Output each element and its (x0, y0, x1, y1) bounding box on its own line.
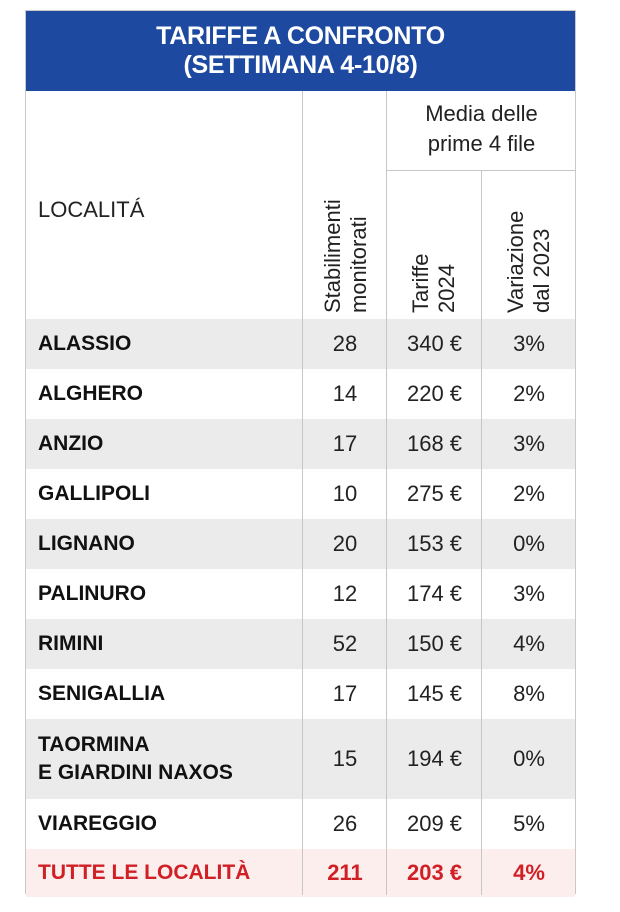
change-cell: 3% (513, 431, 545, 456)
location-cell: VIAREGGIO (38, 812, 158, 835)
table-row (26, 799, 575, 849)
rate-cell: 174 € (406, 581, 463, 606)
column-header-establishments: Stabilimenti monitorati (320, 199, 371, 313)
column-group-header: Media delle prime 4 file (425, 101, 538, 156)
establishments-cell: 10 (332, 481, 358, 506)
establishments-cell: 20 (332, 531, 358, 556)
rate-cell: 150 € (406, 631, 463, 656)
rate-cell: 168 € (406, 431, 463, 456)
establishments-cell: 26 (332, 811, 358, 836)
rate-cell: 340 € (406, 331, 463, 356)
column-header-rates: Tariffe 2024 (408, 253, 459, 313)
change-cell: 5% (513, 811, 545, 836)
change-cell: 2% (513, 481, 545, 506)
title-line-1: TARIFFE A CONFRONTO (156, 22, 445, 50)
total-rate-cell: 203 € (406, 860, 463, 885)
establishments-cell: 14 (332, 381, 358, 406)
change-cell: 8% (513, 681, 545, 706)
total-establishments-cell: 211 (327, 860, 363, 885)
table-title (26, 11, 575, 91)
total-row (26, 849, 575, 897)
location-cell: TAORMINA E GIARDINI NAXOS (38, 733, 233, 784)
location-cell: ALASSIO (38, 332, 132, 355)
location-cell: SENIGALLIA (38, 682, 166, 705)
location-cell: LIGNANO (38, 532, 135, 555)
column-header-location: LOCALITÁ (38, 197, 145, 222)
divider (481, 171, 482, 895)
total-change-cell: 4% (513, 860, 545, 885)
rate-cell: 194 € (406, 746, 463, 771)
change-cell: 4% (513, 631, 545, 656)
location-cell: PALINURO (38, 582, 147, 605)
change-cell: 0% (513, 531, 545, 556)
rate-cell: 153 € (406, 531, 463, 556)
rate-cell: 220 € (406, 381, 463, 406)
rate-cell: 209 € (406, 811, 463, 836)
location-cell: ANZIO (38, 432, 104, 455)
title-line-2: (SETTIMANA 4-10/8) (183, 51, 418, 79)
establishments-cell: 52 (332, 631, 358, 656)
table-row (26, 619, 575, 669)
table-row (26, 469, 575, 519)
rate-cell: 275 € (406, 481, 463, 506)
establishments-cell: 17 (332, 681, 358, 706)
change-cell: 3% (513, 581, 545, 606)
change-cell: 0% (513, 746, 545, 771)
change-cell: 2% (513, 381, 545, 406)
table-row (26, 519, 575, 569)
divider (386, 91, 387, 895)
location-cell: ALGHERO (38, 382, 143, 405)
change-cell: 3% (513, 331, 545, 356)
location-cell: RIMINI (38, 632, 104, 655)
table-row (26, 669, 575, 719)
rate-cell: 145 € (406, 681, 463, 706)
divider (302, 91, 303, 895)
table-row (26, 419, 575, 469)
table-row (26, 719, 575, 799)
table-row (26, 569, 575, 619)
establishments-cell: 28 (332, 331, 358, 356)
establishments-cell: 15 (332, 746, 358, 771)
total-location-cell: TUTTE LE LOCALITÀ (38, 861, 251, 884)
establishments-cell: 17 (332, 431, 358, 456)
tariff-comparison-table (25, 10, 576, 894)
table-row (26, 369, 575, 419)
divider (386, 170, 576, 171)
table-row (26, 319, 575, 369)
location-cell: GALLIPOLI (38, 482, 150, 505)
establishments-cell: 12 (332, 581, 358, 606)
column-header-change: Variazione dal 2023 (503, 210, 554, 313)
